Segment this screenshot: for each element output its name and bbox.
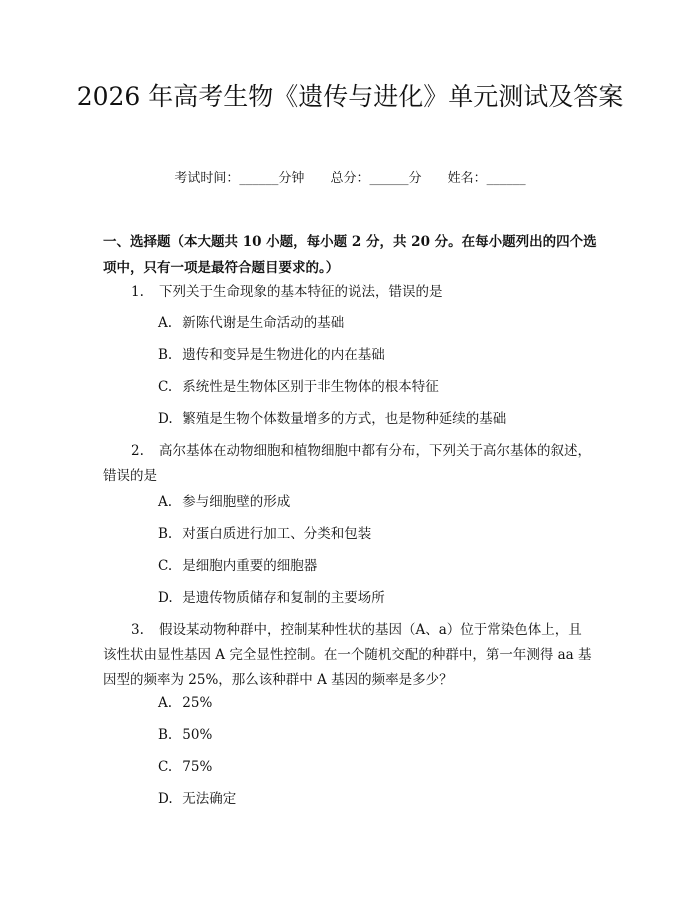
question-text: 高尔基体在动物细胞和植物细胞中都有分布，下列关于高尔基体的叙述，错误的是 bbox=[103, 443, 591, 484]
question-number: 1. bbox=[131, 284, 144, 300]
question-2-option-d bbox=[158, 588, 598, 608]
option-text: 繁殖是生物个体数量增多的方式，也是物种延续的基础 bbox=[182, 411, 507, 427]
question-1-option-b bbox=[158, 345, 598, 365]
total-score-field: 总分：______分 bbox=[330, 171, 422, 186]
option-letter: D. bbox=[158, 791, 173, 807]
question-3-option-d bbox=[158, 789, 598, 809]
name-field: 姓名：______ bbox=[447, 171, 526, 186]
question-3 bbox=[103, 618, 595, 693]
option-letter: C. bbox=[158, 759, 173, 775]
option-letter: A. bbox=[158, 695, 173, 711]
option-text: 遗传和变异是生物进化的内在基础 bbox=[182, 347, 385, 363]
option-text: 25% bbox=[182, 695, 213, 711]
option-text: 系统性是生物体区别于非生物体的根本特征 bbox=[182, 379, 439, 395]
question-3-option-b bbox=[158, 725, 598, 745]
question-3-option-a bbox=[158, 693, 598, 713]
option-text: 75% bbox=[182, 759, 213, 775]
question-2-option-b bbox=[158, 524, 598, 544]
question-2-option-a bbox=[158, 492, 598, 512]
section-heading: 一、选择题（本大题共 10 小题，每小题 2 分，共 20 分。在每小题列出的四个选项中，只有一项是最符合题目要求的。） bbox=[103, 234, 597, 276]
option-letter: C. bbox=[158, 379, 173, 395]
exam-time-field: 考试时间：______分钟 bbox=[174, 171, 305, 186]
option-text: 对蛋白质进行加工、分类和包装 bbox=[182, 526, 372, 542]
option-letter: D. bbox=[158, 411, 173, 427]
question-text: 假设某动物种群中，控制某种性状的基因（A、a）位于常染色体上，且该性状由显性基因 A 完全显性控制。在一个随机交配的种群中，第一年测得 aa 基因型的频率为 25%，那么该种群中 A 基因的频率是多少？ bbox=[103, 622, 592, 688]
question-1-option-d bbox=[158, 409, 598, 429]
option-letter: A. bbox=[158, 494, 173, 510]
question-text: 下列关于生命现象的基本特征的说法，错误的是 bbox=[159, 284, 443, 300]
option-text: 是遗传物质储存和复制的主要场所 bbox=[182, 590, 385, 606]
option-text: 新陈代谢是生命活动的基础 bbox=[182, 315, 345, 331]
option-text: 参与细胞壁的形成 bbox=[182, 494, 291, 510]
question-1-option-a bbox=[158, 313, 598, 333]
option-text: 无法确定 bbox=[182, 791, 237, 807]
option-text: 是细胞内重要的细胞器 bbox=[182, 558, 318, 574]
option-letter: B. bbox=[158, 526, 173, 542]
option-text: 50% bbox=[182, 727, 213, 743]
question-1-option-c bbox=[158, 377, 598, 397]
option-letter: D. bbox=[158, 590, 173, 606]
question-number: 2. bbox=[131, 443, 144, 459]
question-3-option-c bbox=[158, 757, 598, 777]
question-1 bbox=[103, 280, 595, 305]
question-number: 3. bbox=[131, 622, 144, 638]
question-2-option-c bbox=[158, 556, 598, 576]
option-letter: C. bbox=[158, 558, 173, 574]
document-title: 2026 年高考生物《遗传与进化》单元测试及答案 bbox=[76, 82, 624, 111]
option-letter: B. bbox=[158, 347, 173, 363]
option-letter: A. bbox=[158, 315, 173, 331]
question-2 bbox=[103, 439, 595, 489]
exam-info-line bbox=[0, 167, 700, 186]
option-letter: B. bbox=[158, 727, 173, 743]
